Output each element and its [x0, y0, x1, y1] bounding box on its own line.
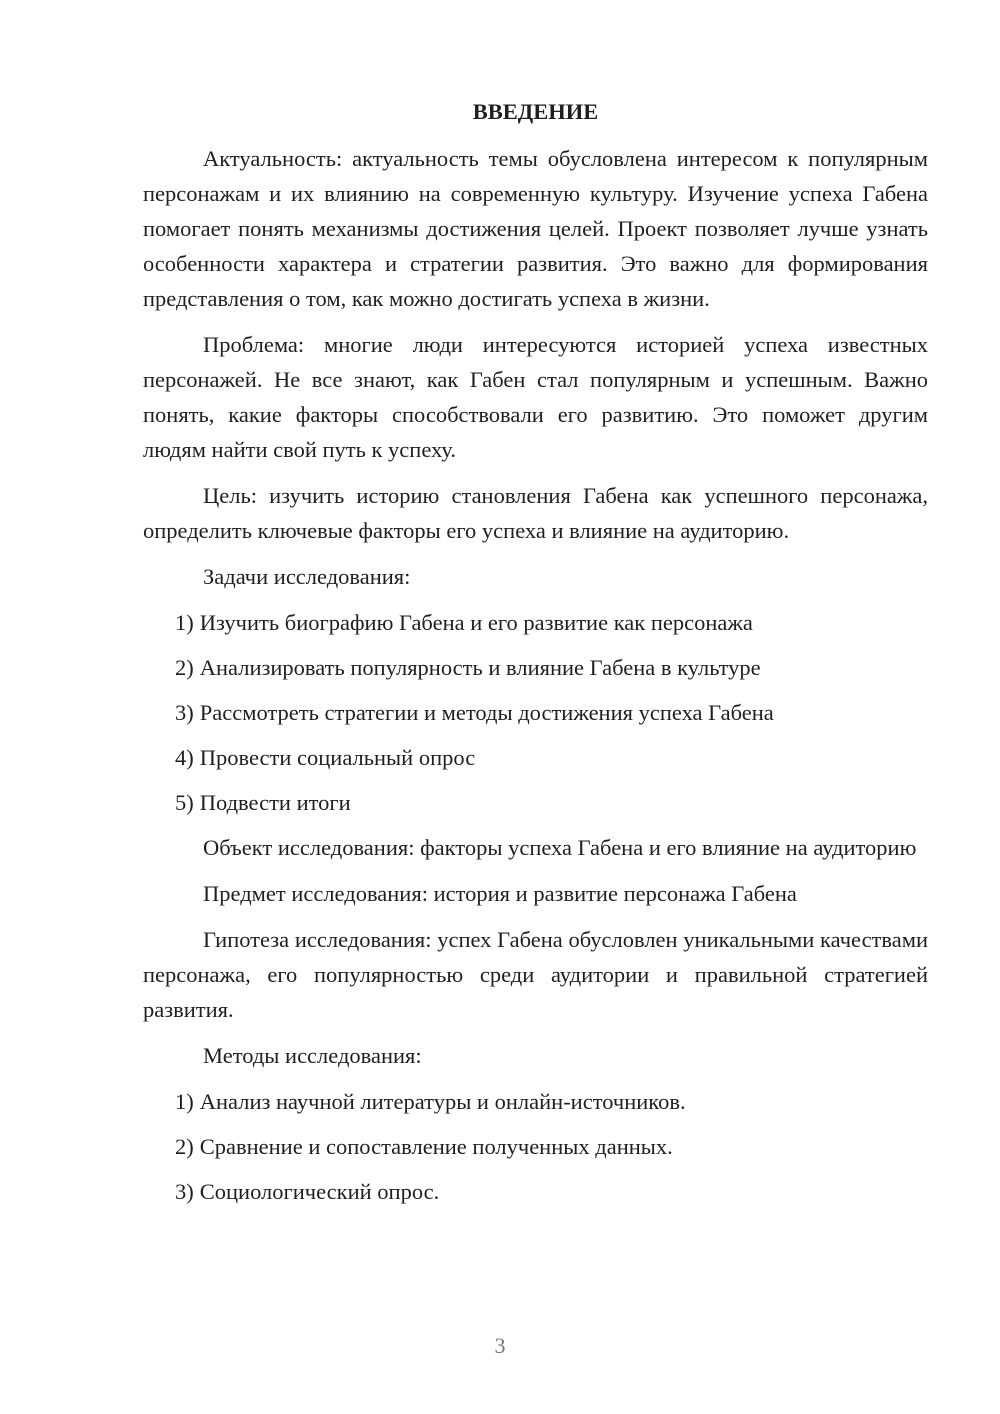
page-number: 3 — [494, 1333, 506, 1358]
list-item-number: 3) — [175, 1179, 194, 1204]
section-title: ВВЕДЕНИЕ — [472, 99, 599, 124]
list-item-text: Подвести итоги — [199, 790, 351, 815]
list-item-text: Социологический опрос. — [199, 1179, 440, 1204]
list-item-text: Провести социальный опрос — [199, 745, 476, 770]
list-item-text: Анализировать популярность и влияние Габена в культуре — [199, 655, 761, 680]
goal-paragraph: Цель: изучить историю становления Габена как успешного персонажа, определить ключевые факторы его успеха и влияние на аудиторию. — [143, 483, 928, 543]
list-item-number: 1) — [175, 610, 194, 635]
list-item-number: 3) — [175, 700, 194, 725]
list-item — [143, 1174, 928, 1209]
list-item-number: 2) — [175, 1134, 194, 1159]
list-item-number: 2) — [175, 655, 194, 680]
list-item-text: Анализ научной литературы и онлайн-источников. — [199, 1089, 686, 1114]
list-item — [143, 1129, 928, 1164]
list-item-number: 1) — [175, 1089, 194, 1114]
methods-list — [143, 1084, 928, 1209]
document-page — [143, 94, 928, 1219]
subject-paragraph: Предмет исследования: история и развитие персонажа Габена — [203, 881, 797, 906]
tasks-list — [143, 605, 928, 820]
list-item — [143, 785, 928, 820]
methods-heading: Методы исследования: — [203, 1043, 422, 1068]
hypothesis-paragraph: Гипотеза исследования: успех Габена обусловлен уникальными качествами персонажа, его популярностью среди аудитории и правильной стратегией развития. — [143, 927, 928, 1022]
list-item — [143, 1084, 928, 1119]
list-item — [143, 695, 928, 730]
list-item-number: 5) — [175, 790, 194, 815]
list-item — [143, 740, 928, 775]
list-item-number: 4) — [175, 745, 194, 770]
list-item — [143, 650, 928, 685]
list-item — [143, 605, 928, 640]
object-paragraph: Объект исследования: факторы успеха Габена и его влияние на аудиторию — [203, 835, 917, 860]
tasks-heading: Задачи исследования: — [203, 564, 411, 589]
problem-paragraph: Проблема: многие люди интересуются историей успеха известных персонажей. Не все знают, как Габен стал популярным и успешным. Важно понять, какие факторы способствовали его развитию. Это поможет другим людям найти свой путь к успеху. — [143, 332, 928, 462]
list-item-text: Изучить биографию Габена и его развитие как персонажа — [199, 610, 753, 635]
list-item-text: Рассмотреть стратегии и методы достижения успеха Габена — [199, 700, 774, 725]
list-item-text: Сравнение и сопоставление полученных данных. — [199, 1134, 673, 1159]
relevance-paragraph: Актуальность: актуальность темы обусловлена интересом к популярным персонажам и их влиянию на современную культуру. Изучение успеха Габена помогает понять механизмы достижения целей. Проект позволяет лучше узнать особенности характера и стратегии развития. Это важно для формирования представления о том, как можно достигать успеха в жизни. — [143, 146, 928, 311]
